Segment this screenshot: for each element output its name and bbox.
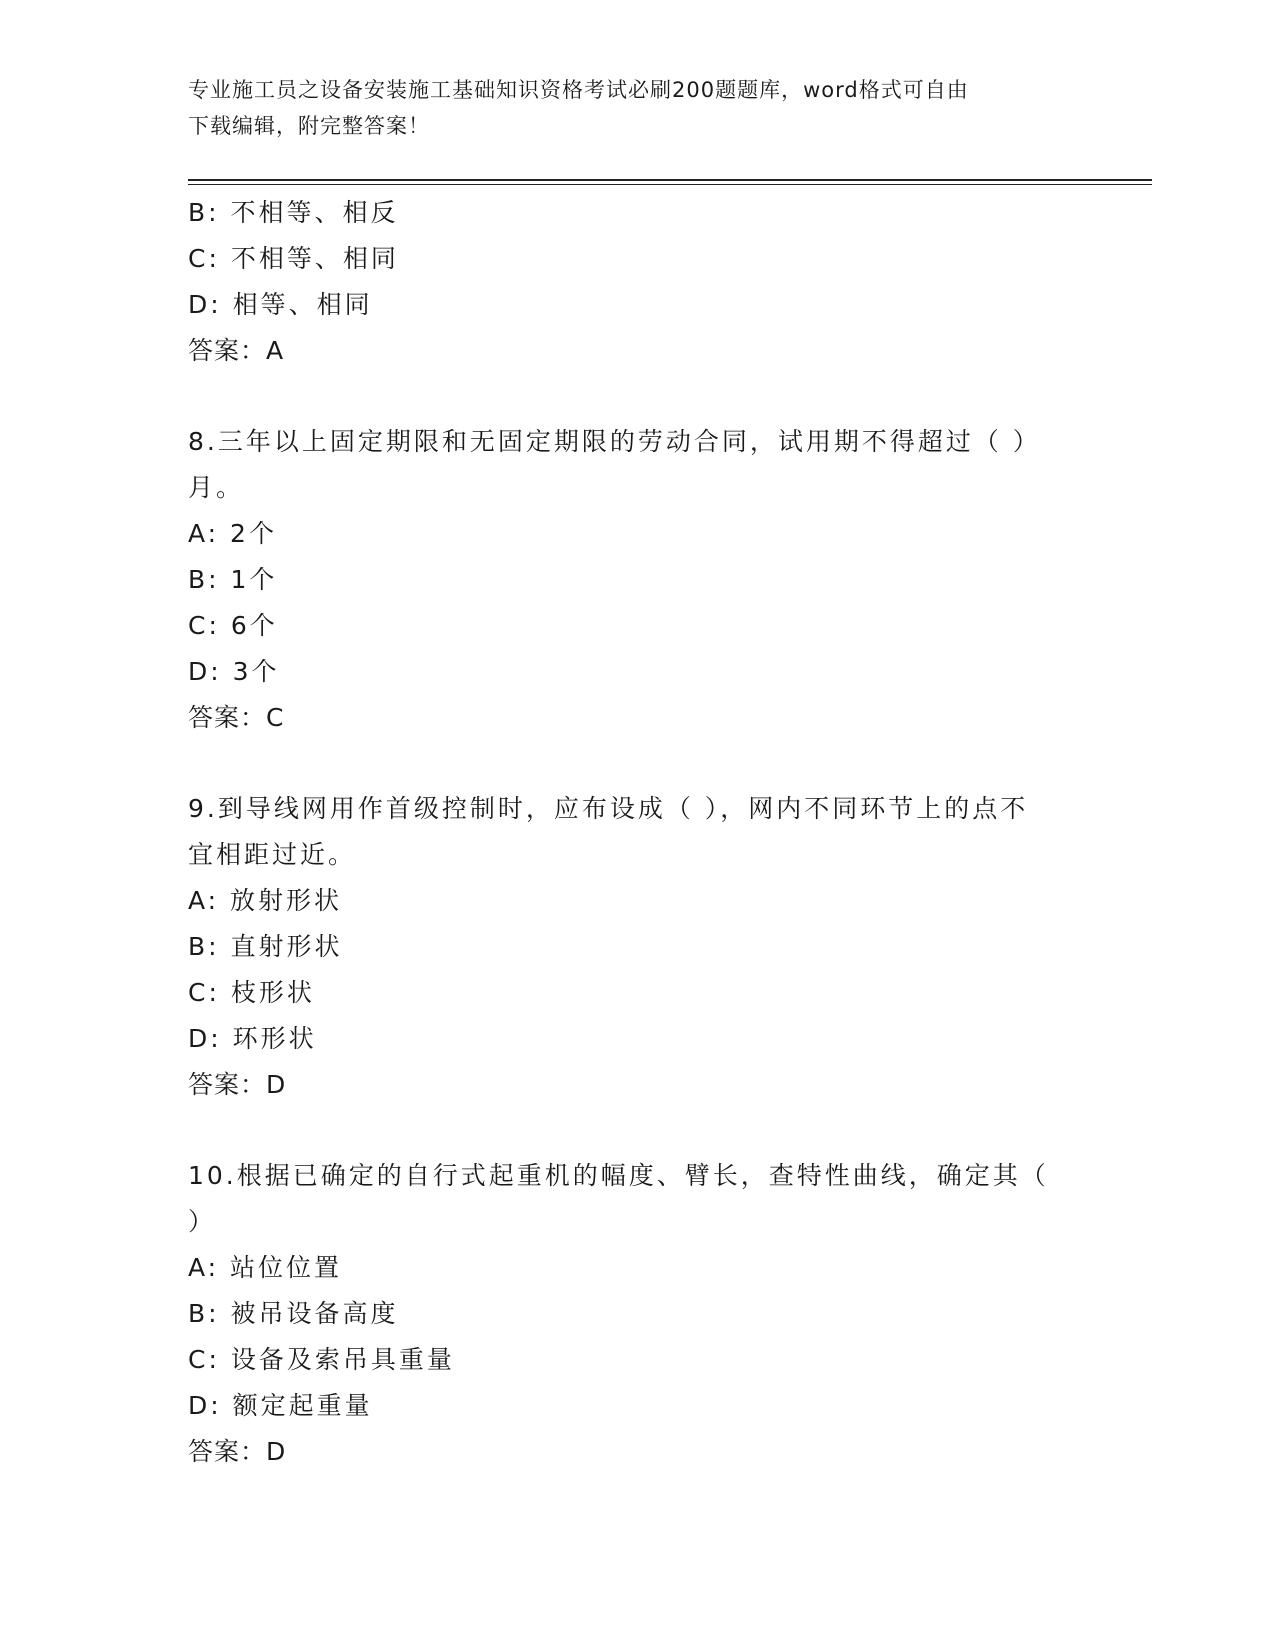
option-d: D: 额定起重量 (188, 1391, 373, 1420)
option-b: B: 1个 (188, 565, 278, 594)
answer: 答案：D (188, 1437, 287, 1466)
question-list (188, 190, 1088, 1475)
question-stem-cont: ） (188, 1207, 217, 1236)
option-a: A: 站位位置 (188, 1253, 343, 1282)
header-divider-thin (188, 184, 1152, 185)
question-10 (188, 1153, 1088, 1475)
question-stem: 9.到导线网用作首级控制时，应布设成（ ），网内不同环节上的点不 (188, 794, 1029, 823)
header-line-1: 专业施工员之设备安装施工基础知识资格考试必刷200题题库，word格式可自由 (188, 78, 969, 102)
option-b: B: 被吊设备高度 (188, 1299, 399, 1328)
option-c: C: 设备及索吊具重量 (188, 1345, 455, 1374)
question-8 (188, 419, 1088, 741)
option-b: B: 不相等、相反 (188, 198, 399, 227)
option-c: C: 枝形状 (188, 978, 315, 1007)
option-b: B: 直射形状 (188, 932, 343, 961)
option-a: A: 放射形状 (188, 886, 343, 915)
question-stem-cont: 月。 (188, 473, 245, 502)
answer: 答案：C (188, 703, 285, 732)
question-stem-cont: 宜相距过近。 (188, 840, 357, 869)
question-stem: 8.三年以上固定期限和无固定期限的劳动合同，试用期不得超过（ ） (188, 427, 1041, 456)
option-a: A: 2个 (188, 519, 277, 548)
option-d: D: 3个 (188, 657, 280, 686)
option-c: C: 6个 (188, 611, 278, 640)
answer: 答案：D (188, 1070, 287, 1099)
answer: 答案：A (188, 336, 285, 365)
option-d: D: 环形状 (188, 1024, 317, 1053)
header-line-2: 下载编辑，附完整答案！ (188, 114, 430, 138)
document-header (188, 72, 1068, 144)
option-d: D: 相等、相同 (188, 290, 373, 319)
question-9 (188, 786, 1088, 1108)
prev-question (188, 190, 1088, 374)
option-c: C: 不相等、相同 (188, 244, 399, 273)
header-divider (188, 179, 1152, 181)
question-stem: 10.根据已确定的自行式起重机的幅度、臂长，查特性曲线，确定其（ (188, 1161, 1049, 1190)
